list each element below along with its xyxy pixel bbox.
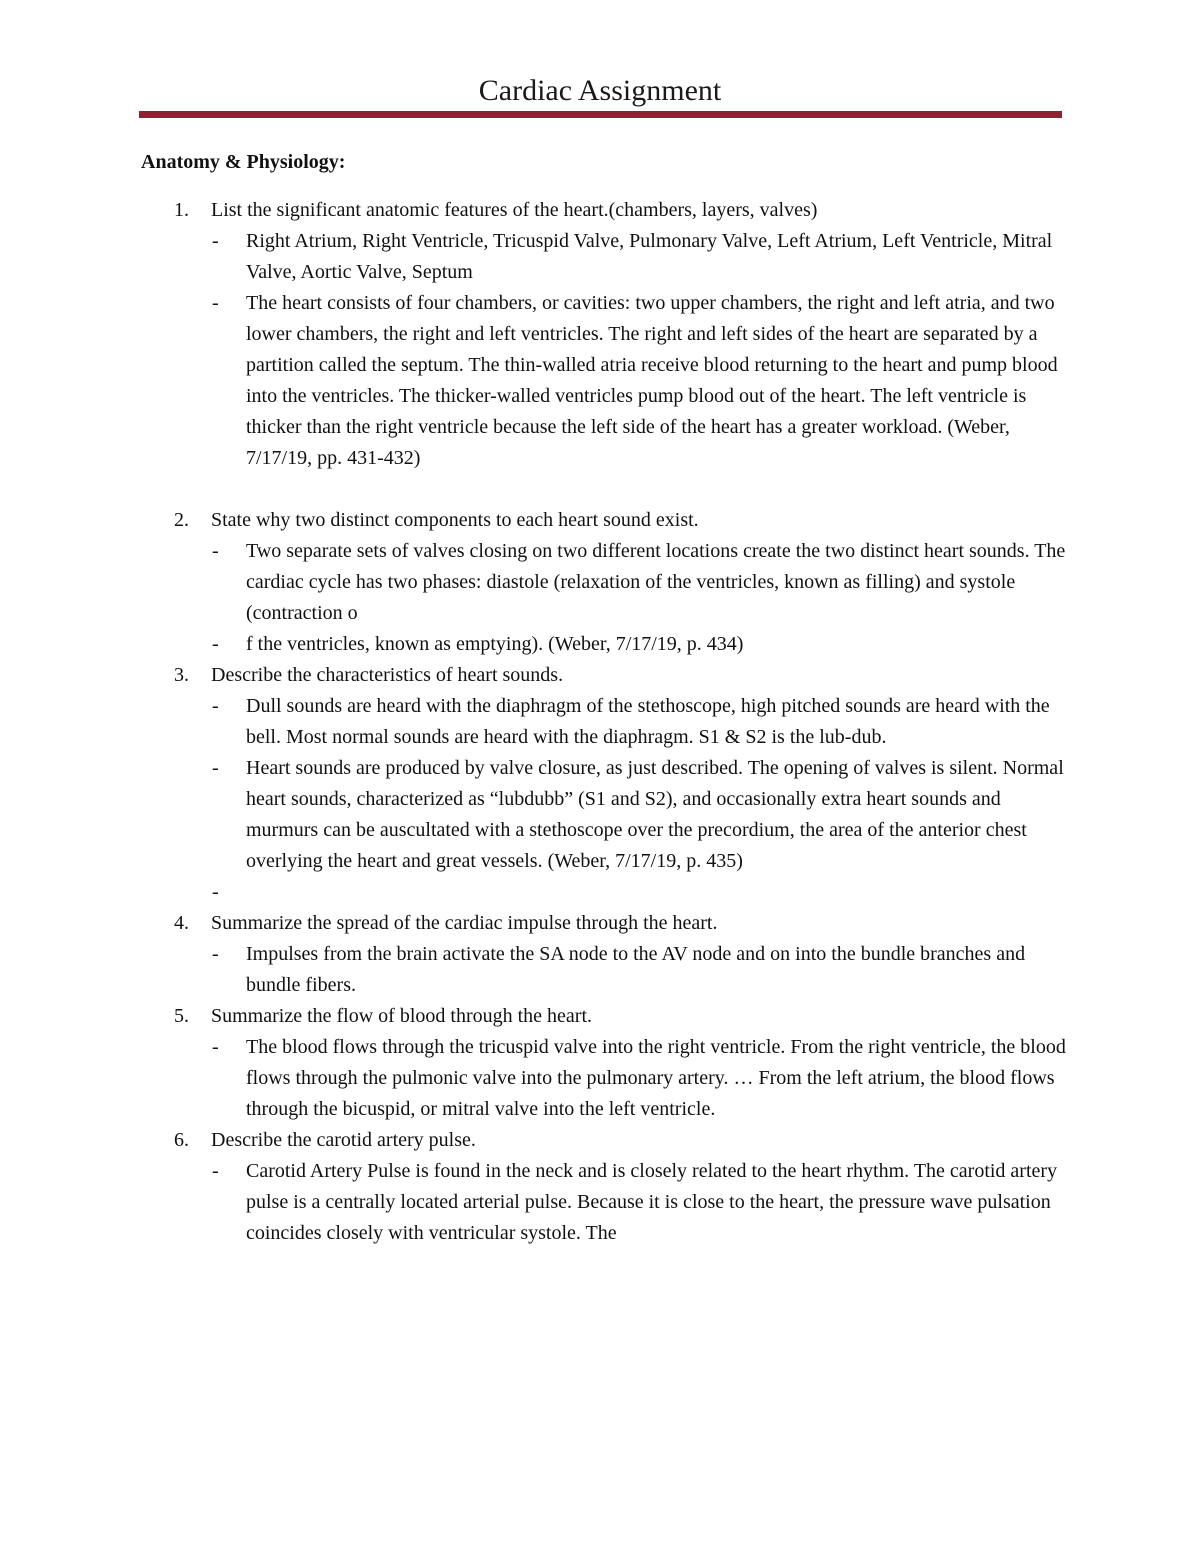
question-item — [0, 195, 1200, 226]
dash-bullet: - — [212, 881, 219, 903]
document-title: Cardiac Assignment — [478, 74, 722, 107]
answer-item — [0, 1032, 1200, 1125]
question-number: 1. — [174, 199, 189, 221]
question-number: 2. — [174, 509, 189, 531]
answer-text: Heart sounds are produced by valve closure, as just described. The opening of valves is silent. Normal heart sounds, characterized as “lubdubb” (S1 and S2), and occasionally extra heart sounds and murmurs can be auscultated with a stethoscope over the precordium, the area of the anterior chest overlying the heart and great vessels. (Weber, 7/17/19, p. 435) — [246, 757, 1064, 872]
answer-text — [246, 881, 251, 903]
answer-text: Carotid Artery Pulse is found in the neck and is closely related to the heart rhythm. The carotid artery pulse is a centrally located arterial pulse. Because it is close to the heart, the pressure wave pulsation coincides closely with ventricular systole. The — [246, 1160, 1058, 1244]
dash-bullet: - — [212, 1160, 219, 1182]
dash-bullet: - — [212, 757, 219, 779]
title-divider — [139, 111, 1062, 118]
question-text: Summarize the spread of the cardiac impulse through the heart. — [211, 912, 718, 934]
question-text: List the significant anatomic features of the heart.(chambers, layers, valves) — [211, 199, 818, 221]
answer-text: Dull sounds are heard with the diaphragm of the stethoscope, high pitched sounds are heard with the bell. Most normal sounds are heard with the diaphragm. S1 & S2 is the lub-dub. — [246, 695, 1050, 748]
question-item — [0, 908, 1200, 939]
answer-item — [0, 226, 1200, 288]
answer-text: Two separate sets of valves closing on two different locations create the two distinct heart sounds. The cardiac cycle has two phases: diastole (relaxation of the ventricles, known as filling) and systole (contraction o — [246, 540, 1066, 624]
question-item — [0, 1001, 1200, 1032]
dash-bullet: - — [212, 540, 219, 562]
dash-bullet: - — [212, 695, 219, 717]
dash-bullet: - — [212, 230, 219, 252]
answer-item — [0, 536, 1200, 629]
answer-text: The blood flows through the tricuspid valve into the right ventricle. From the right ventricle, the blood flows through the pulmonic valve into the pulmonary artery. … From the left atrium, the blood flows through the bicuspid, or mitral valve into the left ventricle. — [246, 1036, 1066, 1120]
question-list — [0, 195, 1200, 1249]
answer-item — [0, 1156, 1200, 1249]
answer-text: Right Atrium, Right Ventricle, Tricuspid Valve, Pulmonary Valve, Left Atrium, Left Ventricle, Mitral Valve, Aortic Valve, Septum — [246, 230, 1053, 283]
answer-item — [0, 629, 1200, 660]
dash-bullet: - — [212, 633, 219, 655]
question-item — [0, 1125, 1200, 1156]
section-heading: Anatomy & Physiology: — [141, 151, 346, 173]
question-number: 3. — [174, 664, 189, 686]
answer-item — [0, 288, 1200, 474]
blank-line — [0, 474, 1200, 505]
question-item — [0, 505, 1200, 536]
answer-item — [0, 691, 1200, 753]
answer-text: The heart consists of four chambers, or cavities: two upper chambers, the right and left atria, and two lower chambers, the right and left ventricles. The right and left sides of the heart are separated by a partition called the septum. The thin-walled atria receive blood returning to the heart and pump blood into the ventricles. The thicker-walled ventricles pump blood out of the heart. The left ventricle is thicker than the right ventricle because the left side of the heart has a greater workload. (Weber, 7/17/19, pp. 431-432) — [246, 292, 1058, 469]
question-text: State why two distinct components to each heart sound exist. — [211, 509, 699, 531]
question-number: 4. — [174, 912, 189, 934]
answer-item — [0, 939, 1200, 1001]
answer-text: f the ventricles, known as emptying). (Weber, 7/17/19, p. 434) — [246, 633, 744, 655]
question-number: 6. — [174, 1129, 189, 1151]
question-text: Summarize the flow of blood through the heart. — [211, 1005, 593, 1027]
question-text: Describe the carotid artery pulse. — [211, 1129, 476, 1151]
dash-bullet: - — [212, 943, 219, 965]
question-item — [0, 660, 1200, 691]
dash-bullet: - — [212, 292, 219, 314]
answer-text: Impulses from the brain activate the SA node to the AV node and on into the bundle branches and bundle fibers. — [246, 943, 1026, 996]
question-text: Describe the characteristics of heart sounds. — [211, 664, 564, 686]
answer-item — [0, 753, 1200, 877]
answer-item-empty — [0, 877, 1200, 908]
question-number: 5. — [174, 1005, 189, 1027]
dash-bullet: - — [212, 1036, 219, 1058]
